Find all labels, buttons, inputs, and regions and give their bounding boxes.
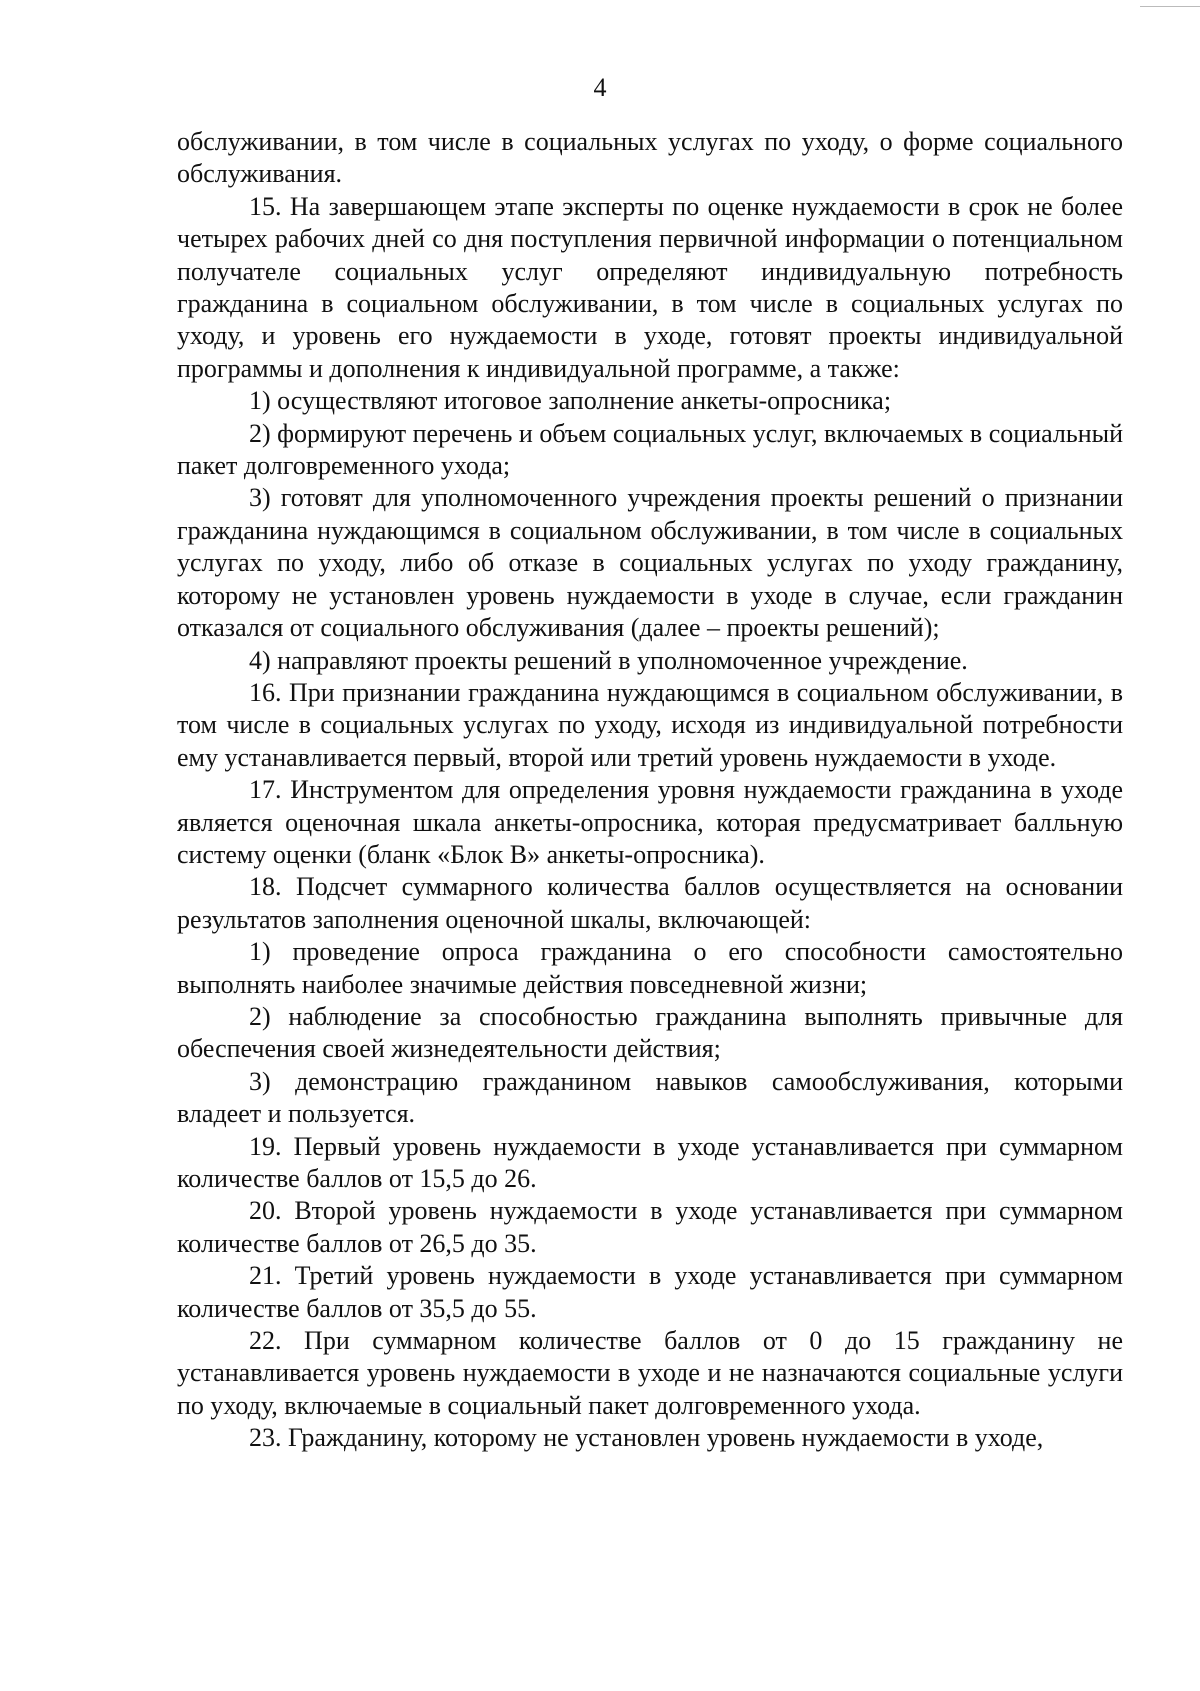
document-body: [177, 126, 1123, 1455]
paragraph-continuation: обслуживании, в том числе в социальных услугах по уходу, о форме социального обслуживания.: [177, 127, 1123, 189]
paragraph-22: 22. При суммарном количестве баллов от 0 до 15 гражданину не устанавливается уровень нуждаемости в уходе и не назначаются социальные услуги по уходу, включаемые в социальный пакет долговременного ухода.: [177, 1326, 1123, 1420]
paragraph-16: 16. При признании гражданина нуждающимся в социальном обслуживании, в том числе в социальных услугах по уходу, исходя из индивидуальной потребности ему устанавливается первый, второй или третий уровень нуждаемости в уходе.: [177, 677, 1123, 772]
paragraph-20: 20. Второй уровень нуждаемости в уходе устанавливается при суммарном количестве баллов от 26,5 до 35.: [177, 1196, 1123, 1258]
paragraph-15: 15. На завершающем этапе эксперты по оценке нуждаемости в срок не более четырех рабочих дней со дня поступления первичной информации о потенциальном получателе социальных услуг определяют индивидуальную потребность гражданина в социальном обслуживании, в том числе в социальных услугах по уходу, и уровень его нуждаемости в уходе, готовят проекты индивидуальной программы и дополнения к индивидуальной программе, а также:: [177, 191, 1123, 383]
paragraph-18: 18. Подсчет суммарного количества баллов осуществляется на основании результатов заполнения оценочной шкалы, включающей:: [177, 872, 1123, 934]
paragraph-18-item-1: 1) проведение опроса гражданина о его способности самостоятельно выполнять наиболее значимые действия повседневной жизни;: [177, 937, 1123, 999]
paragraph-15-item-3: 3) готовят для уполномоченного учреждения проекты решений о признании гражданина нуждающимся в социальном обслуживании, в том числе в социальных услугах по уходу, либо об отказе в социальных услугах по уходу гражданину, которому не установлен уровень нуждаемости в уходе в случае, если гражданин отказался от социального обслуживания (далее – проекты решений);: [177, 483, 1123, 643]
paragraph-15-item-4: 4) направляют проекты решений в уполномоченное учреждение.: [249, 645, 968, 675]
paragraph-15-item-1: 1) осуществляют итоговое заполнение анкеты-опросника;: [249, 386, 892, 416]
scan-edge-mark: [1140, 0, 1200, 7]
paragraph-15-item-2: 2) формируют перечень и объем социальных услуг, включаемых в социальный пакет долговременного ухода;: [177, 418, 1123, 481]
paragraph-23: 23. Гражданину, которому не установлен уровень нуждаемости в уходе,: [249, 1423, 1044, 1453]
paragraph-21: 21. Третий уровень нуждаемости в уходе устанавливается при суммарном количестве баллов от 35,5 до 55.: [177, 1261, 1123, 1323]
page-number: 4: [593, 73, 607, 102]
paragraph-18-item-2: 2) наблюдение за способностью гражданина выполнять привычные для обеспечения своей жизнедеятельности действия;: [177, 1001, 1123, 1064]
paragraph-19: 19. Первый уровень нуждаемости в уходе устанавливается при суммарном количестве баллов от 15,5 до 26.: [177, 1131, 1123, 1193]
paragraph-18-item-3: 3) демонстрацию гражданином навыков самообслуживания, которыми владеет и пользуется.: [177, 1066, 1123, 1129]
paragraph-17: 17. Инструментом для определения уровня нуждаемости гражданина в уходе является оценочная шкала анкеты-опросника, которая предусматривает балльную систему оценки (бланк «Блок В» анкеты-опросника).: [177, 775, 1123, 869]
